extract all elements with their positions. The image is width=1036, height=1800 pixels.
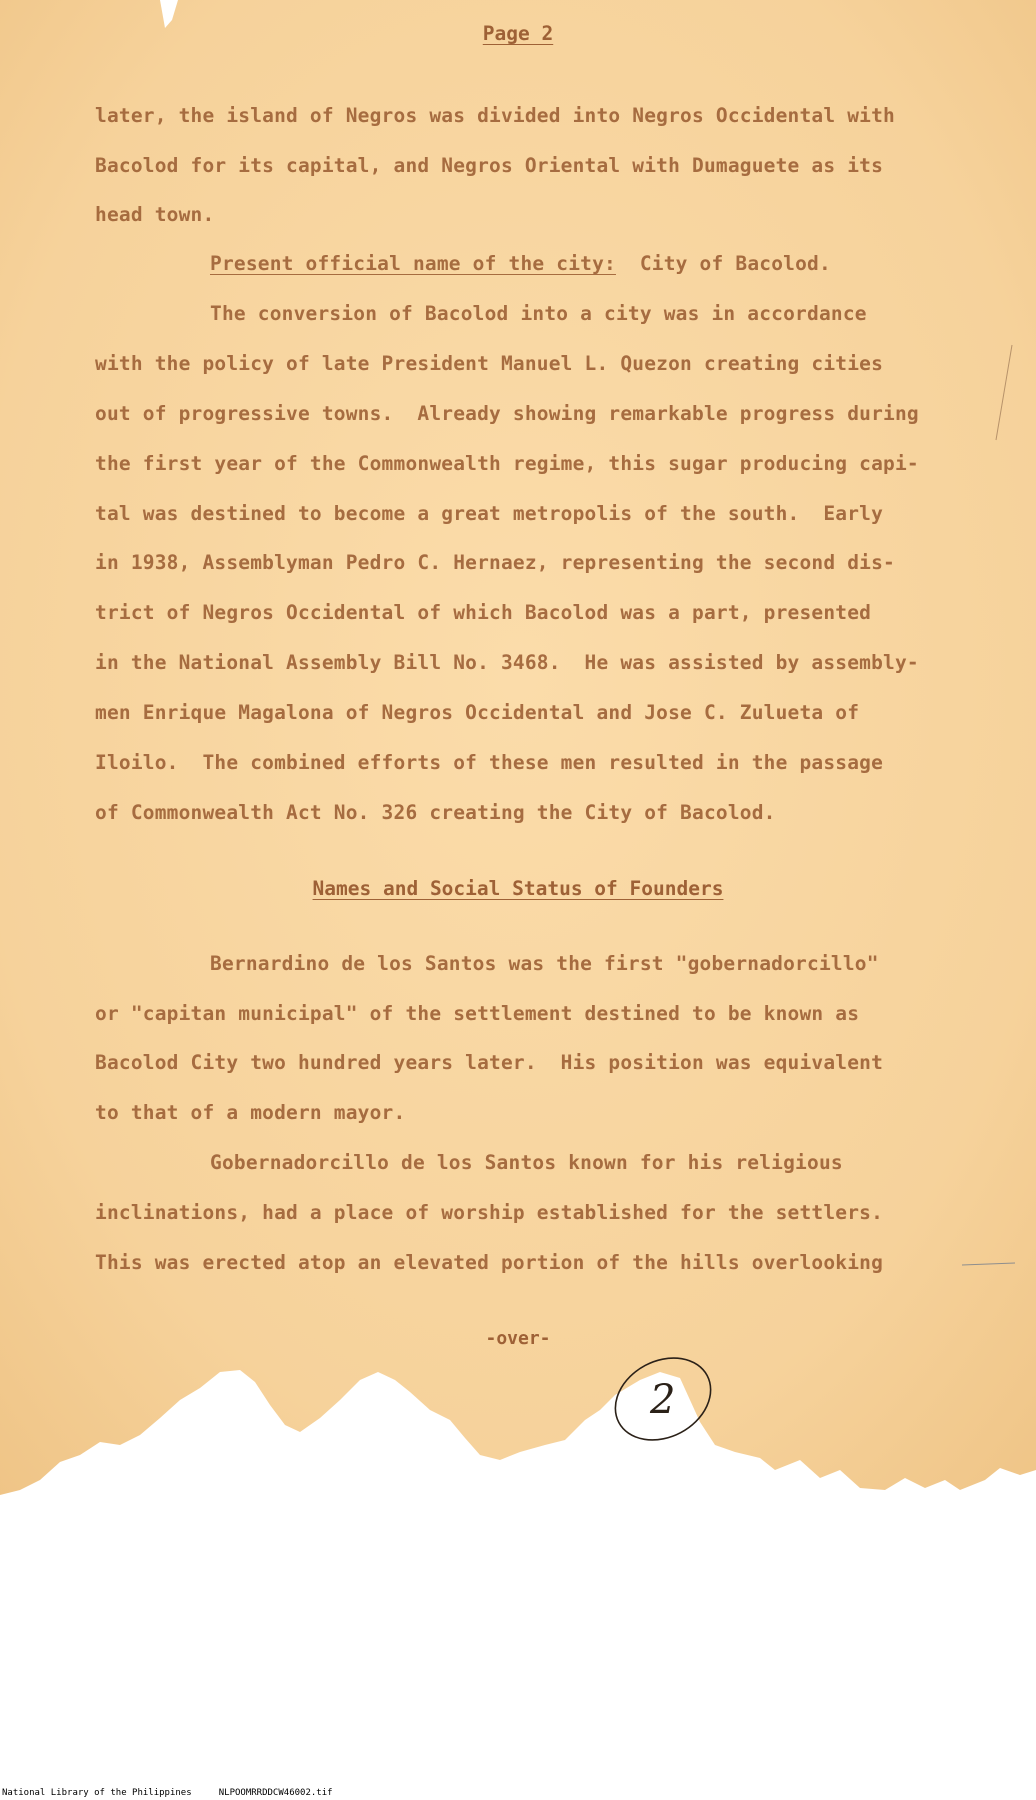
paragraph-line: later, the island of Negros was divided into Negros Occidental with [95, 104, 895, 127]
official-name-value: City of Bacolod. [639, 252, 831, 275]
paragraph-line: of Commonwealth Act No. 326 creating the City of Bacolod. [95, 801, 776, 824]
scan-footer [2, 1788, 333, 1798]
paragraph-line: or "capitan municipal" of the settlement destined to be known as [95, 1002, 860, 1025]
paragraph-line: inclinations, had a place of worship established for the settlers. [95, 1201, 884, 1224]
paragraph-line: out of progressive towns. Already showing remarkable progress during [95, 402, 919, 425]
paragraph-line: in the National Assembly Bill No. 3468. He was assisted by assembly- [95, 651, 919, 674]
paragraph-line: Gobernadorcillo de los Santos known for his religious [210, 1151, 843, 1174]
paragraph-line: Bernardino de los Santos was the first "gobernadorcillo" [210, 952, 879, 975]
handwritten-page-mark [600, 1345, 730, 1455]
paragraph-line: tal was destined to become a great metropolis of the south. Early [95, 502, 884, 525]
paragraph-line: men Enrique Magalona of Negros Occidental and Jose C. Zulueta of [95, 701, 860, 724]
paragraph-line: to that of a modern mayor. [95, 1101, 406, 1124]
section-heading: Names and Social Status of Founders [312, 877, 724, 900]
footer-library: National Library of the Philippines [2, 1788, 192, 1798]
paragraph-line: trict of Negros Occidental of which Bacolod was a part, presented [95, 601, 872, 624]
paragraph-line: the first year of the Commonwealth regime, this sugar producing capi- [95, 452, 919, 475]
over-label: -over- [485, 1328, 551, 1349]
paragraph-line: This was erected atop an elevated portion of the hills overlooking [95, 1251, 884, 1274]
paragraph-line: Iloilo. The combined efforts of these men resulted in the passage [95, 751, 884, 774]
margin-dash-mark [960, 1255, 1020, 1275]
paragraph-line: head town. [95, 203, 215, 226]
page-number: Page 2 [482, 22, 554, 45]
paragraph-line: Bacolod for its capital, and Negros Oriental with Dumaguete as its [95, 154, 884, 177]
handwritten-number: 2 [650, 1377, 676, 1423]
official-name-line [210, 252, 831, 275]
footer-file: NLPOOMRRDDCW46002.tif [218, 1788, 333, 1798]
paragraph-line: The conversion of Bacolod into a city was in accordance [210, 302, 867, 325]
official-name-label: Present official name of the city: [210, 252, 616, 275]
paragraph-line: with the policy of late President Manuel L. Quezon creating cities [95, 352, 884, 375]
paragraph-line: in 1938, Assemblyman Pedro C. Hernaez, representing the second dis- [95, 551, 895, 574]
margin-pencil-mark [990, 340, 1020, 450]
paragraph-line: Bacolod City two hundred years later. His position was equivalent [95, 1051, 884, 1074]
